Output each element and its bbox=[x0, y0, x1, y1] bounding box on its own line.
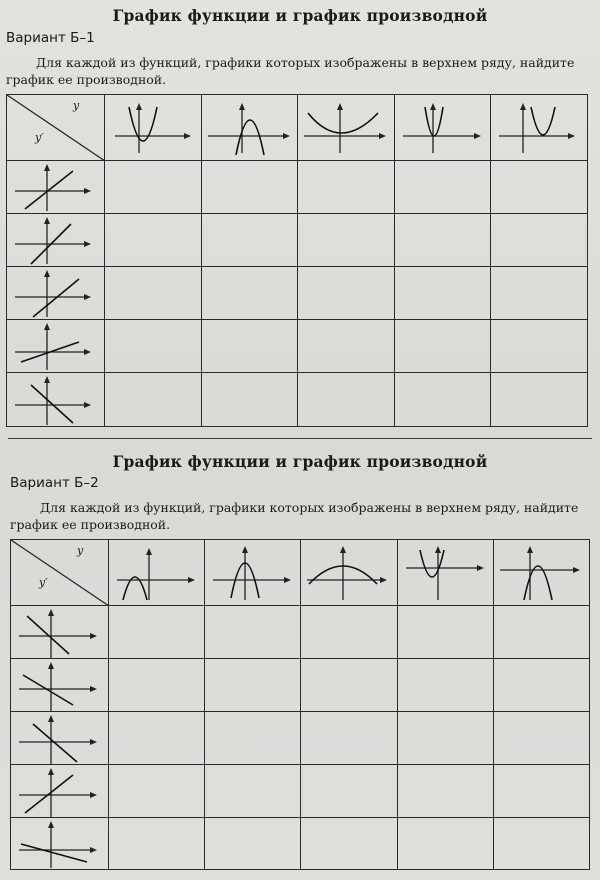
derivative-graph-line-increasing bbox=[11, 765, 109, 818]
answer-cell[interactable] bbox=[493, 712, 589, 765]
function-graph-cell[interactable] bbox=[397, 540, 493, 606]
section1-matching-table bbox=[6, 94, 588, 427]
answer-cell[interactable] bbox=[205, 606, 301, 659]
corner-diagonal bbox=[7, 95, 105, 161]
derivative-graph-cell bbox=[7, 161, 105, 214]
function-graph-narrow-parabola-up bbox=[395, 95, 491, 161]
answer-cell[interactable] bbox=[205, 765, 301, 818]
derivative-graph-line-decreasing bbox=[11, 659, 109, 712]
corner-label-yprime: y′ bbox=[39, 576, 48, 589]
answer-cell[interactable] bbox=[301, 818, 397, 870]
function-graph-parabola-up-shifted-left bbox=[398, 540, 494, 606]
table-row bbox=[11, 818, 590, 870]
function-graph-parabola-down-shifted-left bbox=[109, 540, 205, 606]
answer-cell[interactable] bbox=[105, 214, 202, 267]
answer-cell[interactable] bbox=[205, 712, 301, 765]
corner-cell bbox=[11, 540, 109, 606]
answer-cell[interactable] bbox=[394, 214, 491, 267]
table-row bbox=[7, 161, 588, 214]
section2-title: График функции и график производной bbox=[112, 452, 488, 471]
table-row bbox=[7, 373, 588, 427]
answer-cell[interactable] bbox=[109, 712, 205, 765]
answer-cell[interactable] bbox=[105, 373, 202, 427]
answer-cell[interactable] bbox=[491, 320, 588, 373]
section2-instruction bbox=[10, 499, 588, 533]
answer-cell[interactable] bbox=[109, 818, 205, 870]
function-graph-cell[interactable] bbox=[301, 540, 397, 606]
function-graph-cell[interactable] bbox=[109, 540, 205, 606]
derivative-graph-line-increasing-gentle bbox=[7, 320, 105, 373]
derivative-graph-line-increasing-steep bbox=[7, 214, 105, 267]
section2-matching-table bbox=[10, 539, 590, 870]
answer-cell[interactable] bbox=[201, 320, 298, 373]
answer-cell[interactable] bbox=[105, 161, 202, 214]
answer-cell[interactable] bbox=[397, 659, 493, 712]
section2-instruction-line1: Для каждой из функций, графики которых изображены в верхнем ряду, найдите bbox=[40, 500, 579, 515]
answer-cell[interactable] bbox=[301, 659, 397, 712]
function-graph-cell[interactable] bbox=[493, 540, 589, 606]
answer-cell[interactable] bbox=[491, 267, 588, 320]
table-header-row bbox=[11, 540, 590, 606]
corner-label-yprime: y′ bbox=[35, 131, 44, 144]
section1-instruction-line1: Для каждой из функций, графики которых изображены в верхнем ряду, найдите bbox=[36, 55, 575, 70]
answer-cell[interactable] bbox=[201, 161, 298, 214]
section1-instruction bbox=[6, 54, 588, 88]
answer-cell[interactable] bbox=[298, 373, 395, 427]
answer-cell[interactable] bbox=[397, 606, 493, 659]
function-graph-cell[interactable] bbox=[201, 95, 298, 161]
function-graph-parabola-down-narrow bbox=[205, 540, 301, 606]
table-header-row bbox=[7, 95, 588, 161]
function-graph-cell[interactable] bbox=[298, 95, 395, 161]
derivative-graph-cell bbox=[11, 712, 109, 765]
derivative-graph-line-decreasing-steep bbox=[11, 606, 109, 659]
derivative-graph-cell bbox=[11, 659, 109, 712]
derivative-graph-line-decreasing-shifted bbox=[11, 712, 109, 765]
section1-title: График функции и график производной bbox=[112, 6, 488, 25]
answer-cell[interactable] bbox=[205, 659, 301, 712]
answer-cell[interactable] bbox=[394, 373, 491, 427]
section2-variant: Вариант Б–2 bbox=[10, 475, 99, 491]
answer-cell[interactable] bbox=[397, 818, 493, 870]
answer-cell[interactable] bbox=[298, 267, 395, 320]
answer-cell[interactable] bbox=[298, 320, 395, 373]
function-graph-cell[interactable] bbox=[205, 540, 301, 606]
answer-cell[interactable] bbox=[493, 818, 589, 870]
table-row bbox=[11, 712, 590, 765]
answer-cell[interactable] bbox=[109, 765, 205, 818]
answer-cell[interactable] bbox=[301, 606, 397, 659]
answer-cell[interactable] bbox=[205, 818, 301, 870]
answer-cell[interactable] bbox=[301, 712, 397, 765]
answer-cell[interactable] bbox=[109, 659, 205, 712]
derivative-graph-line-increasing-through-origin bbox=[7, 161, 105, 214]
derivative-graph-line-increasing-negative-intercept bbox=[7, 267, 105, 320]
answer-cell[interactable] bbox=[109, 606, 205, 659]
derivative-graph-line-decreasing-gentle bbox=[11, 818, 109, 870]
derivative-graph-cell bbox=[7, 267, 105, 320]
function-graph-parabola-up-shifted-right bbox=[491, 95, 587, 161]
table-row bbox=[11, 606, 590, 659]
function-graph-wide-parabola-down bbox=[301, 540, 397, 606]
answer-cell[interactable] bbox=[394, 267, 491, 320]
table-row bbox=[11, 765, 590, 818]
corner-diagonal bbox=[11, 540, 109, 606]
answer-cell[interactable] bbox=[493, 606, 589, 659]
answer-cell[interactable] bbox=[491, 161, 588, 214]
corner-cell bbox=[7, 95, 105, 161]
function-graph-cell[interactable] bbox=[491, 95, 588, 161]
corner-label-y: y bbox=[73, 99, 80, 112]
function-graph-cell[interactable] bbox=[105, 95, 202, 161]
answer-cell[interactable] bbox=[201, 214, 298, 267]
function-graph-parabola-up-shifted-left bbox=[105, 95, 201, 161]
function-graph-wide-parabola-up bbox=[298, 95, 394, 161]
derivative-graph-cell bbox=[7, 320, 105, 373]
answer-cell[interactable] bbox=[105, 267, 202, 320]
derivative-graph-cell bbox=[7, 214, 105, 267]
derivative-graph-cell bbox=[11, 818, 109, 870]
answer-cell[interactable] bbox=[298, 161, 395, 214]
function-graph-parabola-down-shifted-right bbox=[494, 540, 590, 606]
answer-cell[interactable] bbox=[397, 765, 493, 818]
table-row bbox=[11, 659, 590, 712]
derivative-graph-cell bbox=[11, 606, 109, 659]
section1-instruction-line2: график ее производной. bbox=[6, 72, 167, 87]
section1-variant: Вариант Б–1 bbox=[6, 30, 95, 46]
answer-cell[interactable] bbox=[201, 267, 298, 320]
answer-cell[interactable] bbox=[394, 320, 491, 373]
answer-cell[interactable] bbox=[394, 161, 491, 214]
function-graph-cell[interactable] bbox=[394, 95, 491, 161]
section-divider bbox=[8, 438, 592, 439]
answer-cell[interactable] bbox=[491, 373, 588, 427]
section2-instruction-line2: график ее производной. bbox=[10, 517, 171, 532]
answer-cell[interactable] bbox=[397, 712, 493, 765]
answer-cell[interactable] bbox=[493, 765, 589, 818]
answer-cell[interactable] bbox=[493, 659, 589, 712]
answer-cell[interactable] bbox=[298, 214, 395, 267]
derivative-graph-line-decreasing bbox=[7, 373, 105, 427]
corner-label-y: y bbox=[77, 544, 84, 557]
derivative-graph-cell bbox=[11, 765, 109, 818]
derivative-graph-cell bbox=[7, 373, 105, 427]
table-row bbox=[7, 267, 588, 320]
table-row bbox=[7, 214, 588, 267]
answer-cell[interactable] bbox=[201, 373, 298, 427]
function-graph-parabola-down-shifted-right bbox=[202, 95, 298, 161]
answer-cell[interactable] bbox=[491, 214, 588, 267]
answer-cell[interactable] bbox=[301, 765, 397, 818]
table-row bbox=[7, 320, 588, 373]
answer-cell[interactable] bbox=[105, 320, 202, 373]
